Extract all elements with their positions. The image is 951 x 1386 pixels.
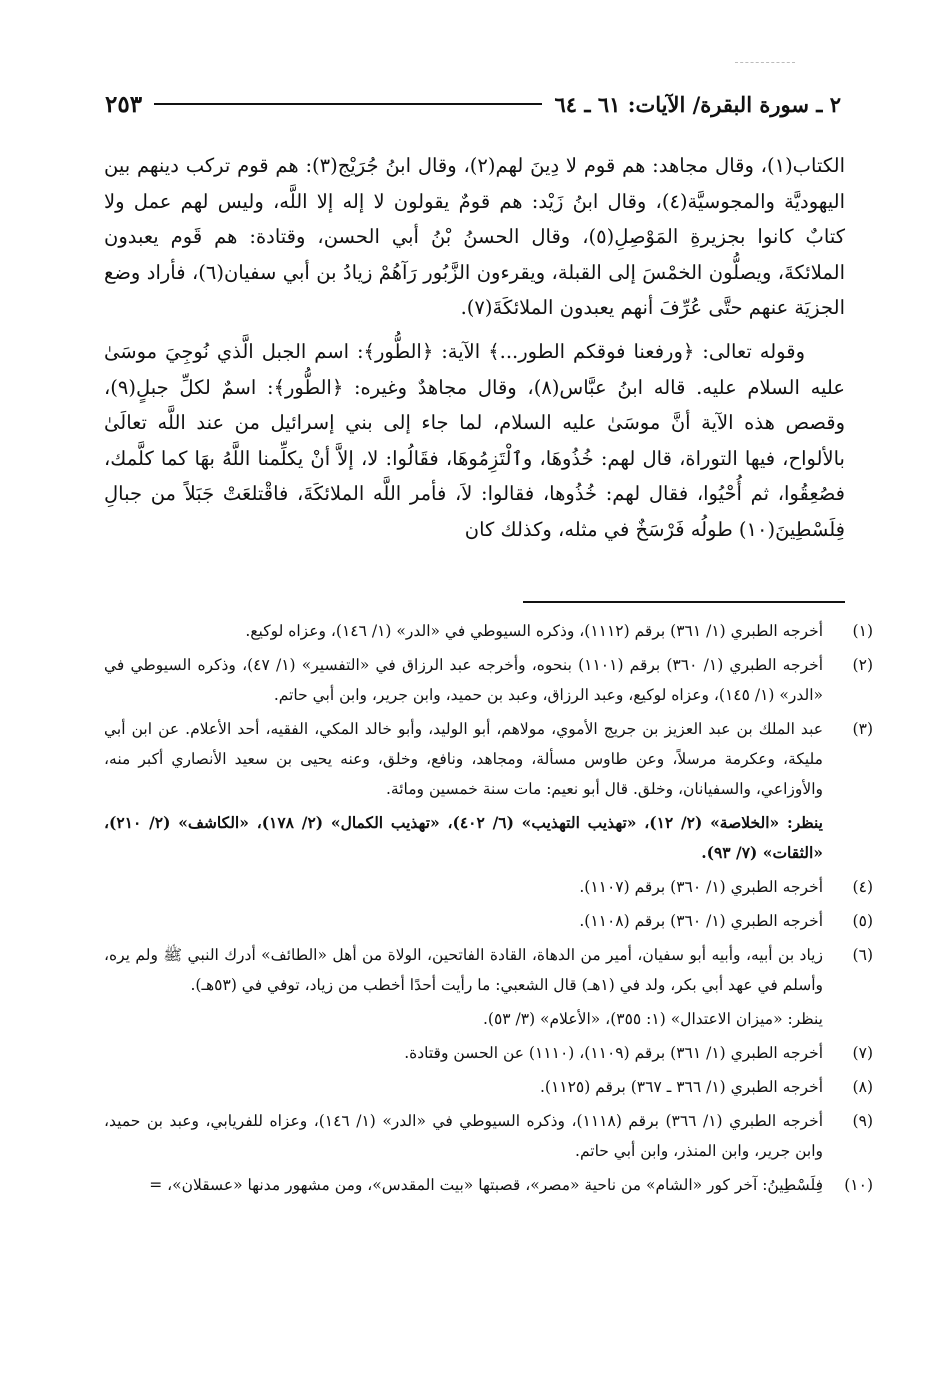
paragraph: وقوله تعالى: ﴿ورفعنا فوقكم الطور...﴾ الآية: ﴿الطُّور﴾: اسم الجبل الَّذي نُوجِيَ موسَىٰ عليه السلام عليه. قاله ابنُ عبَّاس(٨)، وقال مجاهدٌ وغيره: ﴿الطُّور﴾: اسمٌ لكلِّ جبلٍ(٩)، وقصص هذه الآية أنَّ موسَىٰ عليه السلام، لما جاء إلى بني إسرائيل من عند اللَّه تعالَىٰ بالألواح، فيها التوراة، قال لهم: خُذُوهَا، وٱلْتَزِمُوهَا، فقَالُوا: لا، إلاَّ أنْ يكلِّمنا اللَّهُ بهَا كما كلَّمك، فصُعِقُوا، ثم أُحْيُوا، فقال لهم: خُذُوها، فقالوا: لاَ، فأمر اللَّه الملائكَةَ، فاقْتلعَتْ جَبَلاً من جبالِ فِلَسْطِينَ(١٠) طولُه فَرْسَخٌ في مثله، وكذلك كان [104, 339, 846, 541]
running-header [105, 84, 841, 124]
footnote-text: أخرجه الطبري (١/ ٣٦١) برقم (١١٠٩)، (١١١٠) عن الحسن وقتادة. [404, 1044, 823, 1062]
footnote-number: (٣) [852, 720, 873, 738]
header-rule [154, 103, 542, 105]
footnote-number: (٤) [852, 878, 873, 896]
footnote [104, 1072, 873, 1102]
footnote-text: فِلَسْطِينُ: آخر كور «الشام» من ناحية «مصر»، قصبتها «بيت المقدس»، ومن مشهور مدنها «عسقلان»، = [149, 1176, 823, 1194]
footnote [104, 616, 873, 646]
footnote-number: (١) [852, 622, 873, 640]
footnote [104, 1106, 873, 1166]
footnote-text: أخرجه الطبري (١/ ٣٦٠) برقم (١١٠٧). [579, 878, 823, 896]
footnote [104, 650, 873, 710]
footnote [104, 906, 873, 936]
footnote-number: (٦) [852, 946, 873, 964]
footnote-number: (٧) [852, 1044, 873, 1062]
page-number: ٢٥٣ [105, 90, 143, 118]
footnote-separator [523, 601, 845, 603]
footnote-text: أخرجه الطبري (١/ ٣٦٦) برقم (١١١٨)، وذكره السيوطي في «الدر» (١/ ١٤٦)، وعزاه للفريابي، وعبد بن حميد، وابن جرير، وابن المنذر، وابن أبي حاتم. [104, 1112, 823, 1160]
footnote-number: (٨) [852, 1078, 873, 1096]
footnote-number: (٩) [852, 1112, 873, 1130]
scan-mark [735, 62, 795, 63]
footnote [104, 872, 873, 902]
footnote-text: أخرجه الطبري (١/ ٣٦٠) برقم (١١٠٨). [579, 912, 823, 930]
footnote-reference: ينظر: «الخلاصة» (٢/ ١٢)، «تهذيب التهذيب» (٦/ ٤٠٢)، «تهذيب الكمال» (٢/ ١٧٨)، «الكاشف» (٢/ ٢١٠)، «الثقات» (٧/ ٩٣). [104, 813, 823, 862]
footnote-text: أخرجه الطبري (١/ ٣٦٠) برقم (١١٠١) بنحوه، وأخرجه عبد الرزاق في «التفسير» (١/ ٤٧)، وذكره السيوطي في «الدر» (١/ ١٤٥)، وعزاه لوكيع، وعبد الرزاق، وعبد بن حميد، وابن جرير، وابن أبي حاتم. [104, 656, 824, 704]
footnote-number: (٥) [852, 912, 873, 930]
footnote-text: أخرجه الطبري (١/ ٣٦١) برقم (١١١٢)، وذكره السيوطي في «الدر» (١/ ١٤٦)، وعزاه لوكيع. [245, 622, 823, 640]
main-text [104, 148, 845, 548]
footnote [104, 1170, 873, 1200]
footnote [104, 1038, 873, 1068]
footnote-text: عبد الملك بن عبد العزيز بن جريج الأموي، مولاهم، أبو الوليد، وأبو خالد المكي، الفقيه، أحد الأعلام. عن ابن أبي مليكة، وعكرمة مرسلاً، وعن طاوس مسألة، ومجاهد، ونافع، وخلق، وعنه يحيى بن سعيد الأنصاري أكبر منه، والأوزاعي، والسفيانان، وخلق. قال أبو نعيم: مات سنة خمسين ومائة. [104, 720, 823, 798]
footnotes [104, 616, 873, 1204]
footnote-text: أخرجه الطبري (١/ ٣٦٦ ـ ٣٦٧) برقم (١١٢٥). [539, 1078, 823, 1096]
footnote-number: (١٠) [844, 1176, 873, 1194]
header-title: ٢ ـ سورة البقرة/ الآيات: ٦١ ـ ٦٤ [554, 91, 841, 117]
paragraph: الكتاب(١)، وقال مجاهد: هم قوم لا دِينَ لهم(٢)، وقال ابنُ جُرَيْج(٣): هم قوم تركب دينهم بين اليهوديَّة والمجوسيَّة(٤)، وقال ابنُ زَيْد: هم قومٌ يقولون لا إله إلا اللَّه، وليس لهم عمل ولا كتابٌ كانوا بجزيرةِ المَوْصِلِ(٥)، وقال الحسنُ بْنُ أبي الحسن، وقتادة: هم قَوم يعبدون الملائكةَ، ويصلُّون الخمْسَ إلى القبلة، ويقرءون الزَّبُور رَآهُمْ زيادُ بن أبي سفيان(٦)، فأراد وضع الجزيَة عنهم حتَّى عُرِّفَ أنهم يعبدون الملائكَةَ(٧). [104, 154, 845, 320]
footnote-number: (٢) [852, 656, 873, 674]
footnote [104, 714, 873, 804]
footnote-text: زياد بن أبيه، وأبيه أبو سفيان، أمير من الدهاة، القادة الفاتحين، الولاة من أهل «الطائف» أدرك النبي ﷺ ولم يره، وأسلم في عهد أبي بكر، ولد في (١هـ) قال الشعبي: ما رأيت أحدًا أخطب من زياد، توفي في (٥٣هـ). [104, 946, 823, 994]
footnote [104, 940, 873, 1000]
footnote-reference: ينظر: «ميزان الاعتدال» (١: ٣٥٥)، «الأعلام» (٣/ ٥٣). [482, 1010, 823, 1028]
